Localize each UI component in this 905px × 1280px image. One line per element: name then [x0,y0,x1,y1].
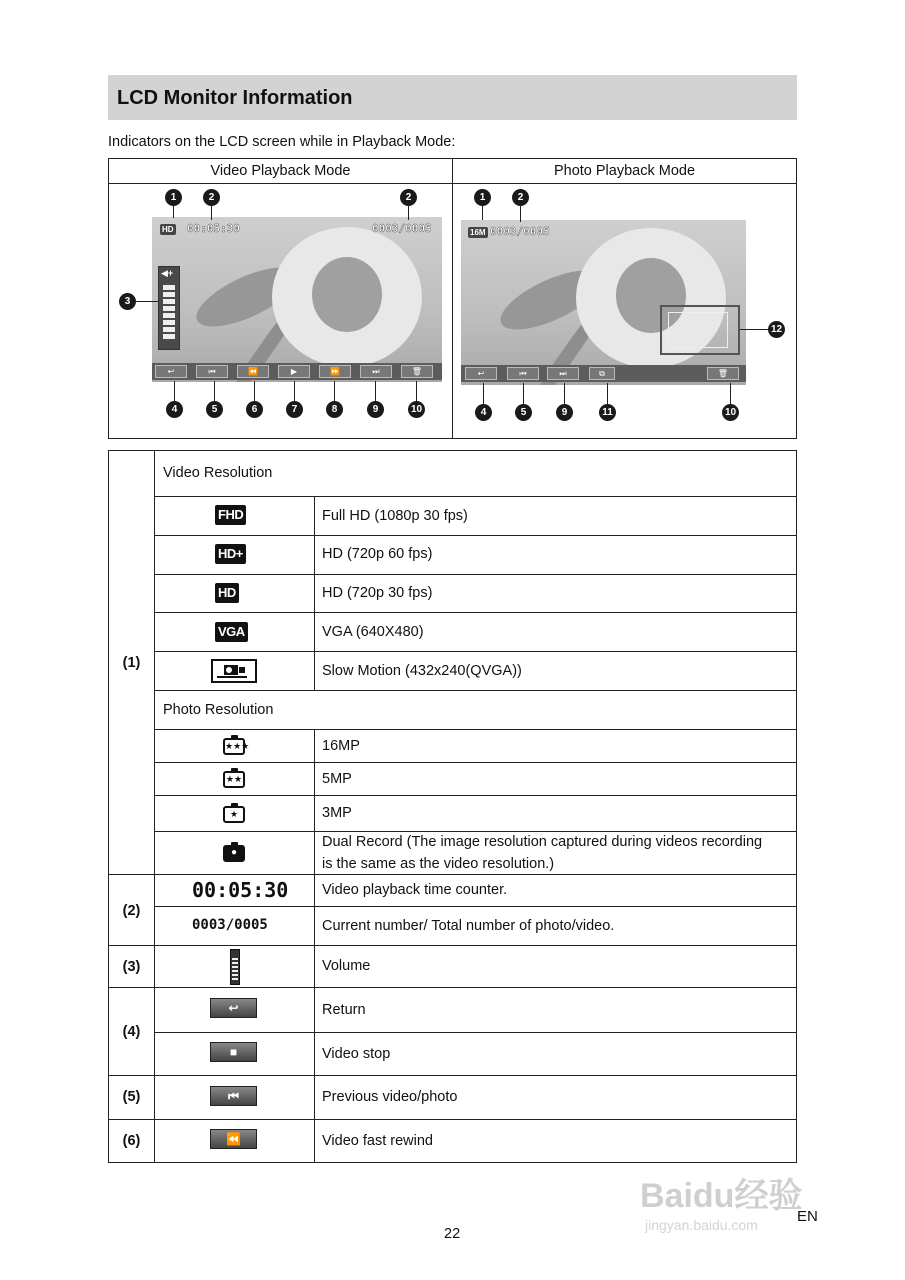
video-button-row [152,363,442,380]
row-line [108,874,797,875]
row-line [154,651,797,652]
row-label-1: (1) [122,655,141,671]
row-line [108,987,797,988]
row-line [154,690,797,691]
volume-segment [163,299,175,304]
volume-segment [163,313,175,318]
callout-5: 5 [206,401,223,418]
callout-2b: 2 [400,189,417,206]
callout-line [375,381,376,401]
5mp-desc: 5MP [322,771,352,787]
row-label-4: (4) [122,1024,141,1040]
row-line [154,535,797,536]
row-label-3: (3) [122,959,141,975]
rewind-button-icon: ⏪ [210,1129,257,1149]
16mp-icon: ★★★ [223,738,245,755]
page-number: 22 [444,1226,461,1242]
callout-4: 4 [475,404,492,421]
volume-segment [163,327,175,332]
slow-motion-desc: Slow Motion (432x240(QVGA)) [322,663,522,679]
5mp-icon: ★★ [223,771,245,788]
volume-desc: Volume [322,958,371,974]
hd-icon: HD [215,583,239,603]
callout-line [408,206,409,220]
callout-line [136,301,158,302]
rewind-button[interactable]: ⏪ [237,365,269,378]
callout-2: 2 [512,189,529,206]
page-title: LCD Monitor Information [108,75,797,120]
column-divider [452,159,453,438]
volume-bar[interactable] [158,266,180,350]
fhd-icon: FHD [215,505,246,525]
return-button[interactable]: ↩ [465,367,497,380]
row-line [108,1119,797,1120]
callout-11: 11 [599,404,616,421]
intro-text: Indicators on the LCD screen while in Playback Mode: [108,134,456,150]
row-line [108,1075,797,1076]
callout-line [174,381,175,401]
volume-segments [232,958,238,982]
slow-motion-glyph [213,661,255,681]
return-button[interactable]: ↩ [155,365,187,378]
row-label-5: (5) [122,1089,141,1105]
photo-resolution-heading: Photo Resolution [163,702,274,718]
callout-9: 9 [367,401,384,418]
photo-counter-overlay: 0003/0005 [490,225,550,238]
callout-8: 8 [326,401,343,418]
callout-7: 7 [286,401,303,418]
callout-1: 1 [474,189,491,206]
callout-line [482,206,483,220]
volume-icon: ◀+ [161,268,174,278]
callout-line [740,329,768,330]
file-counter-icon: 0003/0005 [192,917,268,933]
volume-segment [163,320,175,325]
zoom-navigator-view [668,312,728,348]
dual-record-desc-line2: is the same as the video resolution.) [322,856,555,872]
callout-12: 12 [768,321,785,338]
dual-record-desc-line1: Dual Record (The image resolution captured during videos recording [322,834,763,850]
fast-forward-button[interactable]: ⏩ [319,365,351,378]
vga-desc: VGA (640X480) [322,624,424,640]
video-playback-header: Video Playback Mode [109,159,452,184]
slow-motion-icon [211,659,257,683]
watermark-logo: Baidu经验 [640,1177,803,1215]
photo-res-chip: 16M [470,228,486,237]
file-counter-desc: Current number/ Total number of photo/video. [322,918,615,934]
callout-line [211,206,212,220]
callout-line [173,206,174,218]
slideshow-button[interactable]: ⧉ [589,367,615,380]
return-button-icon: ↩ [210,998,257,1018]
callout-2: 2 [203,189,220,206]
callout-line [254,381,255,401]
callout-3: 3 [119,293,136,310]
callout-9: 9 [556,404,573,421]
icon-column-line [314,496,315,690]
callout-10: 10 [722,404,739,421]
hd-plus-icon: HD+ [215,544,246,564]
previous-button-icon: ⏮ [210,1086,257,1106]
callout-line [730,383,731,404]
row-line [154,574,797,575]
stop-button-icon: ■ [210,1042,257,1062]
row-line [154,496,797,497]
previous-desc: Previous video/photo [322,1089,458,1105]
rewind-desc: Video fast rewind [322,1133,433,1149]
callout-line [416,381,417,401]
video-time-overlay: 00:05:30 [187,222,240,235]
photo-button-row [461,365,746,382]
callout-line [334,381,335,401]
language-tag: EN [797,1208,818,1225]
row-line [154,612,797,613]
watermark-url: jingyan.baidu.com [645,1217,758,1233]
callout-line [483,383,484,404]
previous-button[interactable]: ⏮ [507,367,539,380]
video-playback-screen [152,217,442,382]
delete-button[interactable]: 🗑 [707,367,739,380]
callout-1: 1 [165,189,182,206]
volume-segment [163,306,175,311]
volume-segment [163,285,175,290]
vga-icon: VGA [215,622,248,642]
row-line [154,906,797,907]
time-counter-desc: Video playback time counter. [322,882,508,898]
dual-record-icon: ● [223,845,245,862]
callout-10: 10 [408,401,425,418]
play-button[interactable]: ▶ [278,365,310,378]
3mp-icon: ★ [223,806,245,823]
video-counter-overlay: 0003/0005 [372,222,432,235]
previous-button[interactable]: ⏮ [196,365,228,378]
callout-line [294,381,295,401]
hd-plus-desc: HD (720p 60 fps) [322,546,433,562]
volume-segment [163,334,175,339]
row-line [108,945,797,946]
row-line [154,762,797,763]
callout-line [607,383,608,404]
hd-desc: HD (720p 30 fps) [322,585,433,601]
callout-line [564,383,565,404]
sunflower-center [312,257,382,332]
callout-4: 4 [166,401,183,418]
time-counter-icon: 00:05:30 [192,878,289,902]
video-res-chip: HD [162,225,174,234]
row-line [154,729,797,730]
3mp-desc: 3MP [322,805,352,821]
next-button[interactable]: ⏭ [547,367,579,380]
row-label-2: (2) [122,903,141,919]
row-line [154,1032,797,1033]
16mp-desc: 16MP [322,738,360,754]
row-line [154,831,797,832]
next-button[interactable]: ⏭ [360,365,392,378]
callout-line [214,381,215,401]
photo-playback-screen [461,220,746,385]
delete-button[interactable]: 🗑 [401,365,433,378]
callout-line [523,383,524,404]
return-desc: Return [322,1002,366,1018]
volume-icon [230,949,240,985]
callout-6: 6 [246,401,263,418]
callout-line [520,206,521,222]
row-line [154,795,797,796]
fhd-desc: Full HD (1080p 30 fps) [322,508,468,524]
callout-5: 5 [515,404,532,421]
volume-segment [163,292,175,297]
label-column-line [154,450,155,1163]
stop-desc: Video stop [322,1046,391,1062]
row-label-6: (6) [122,1133,141,1149]
video-resolution-heading: Video Resolution [163,465,273,481]
photo-playback-header: Photo Playback Mode [453,159,796,184]
